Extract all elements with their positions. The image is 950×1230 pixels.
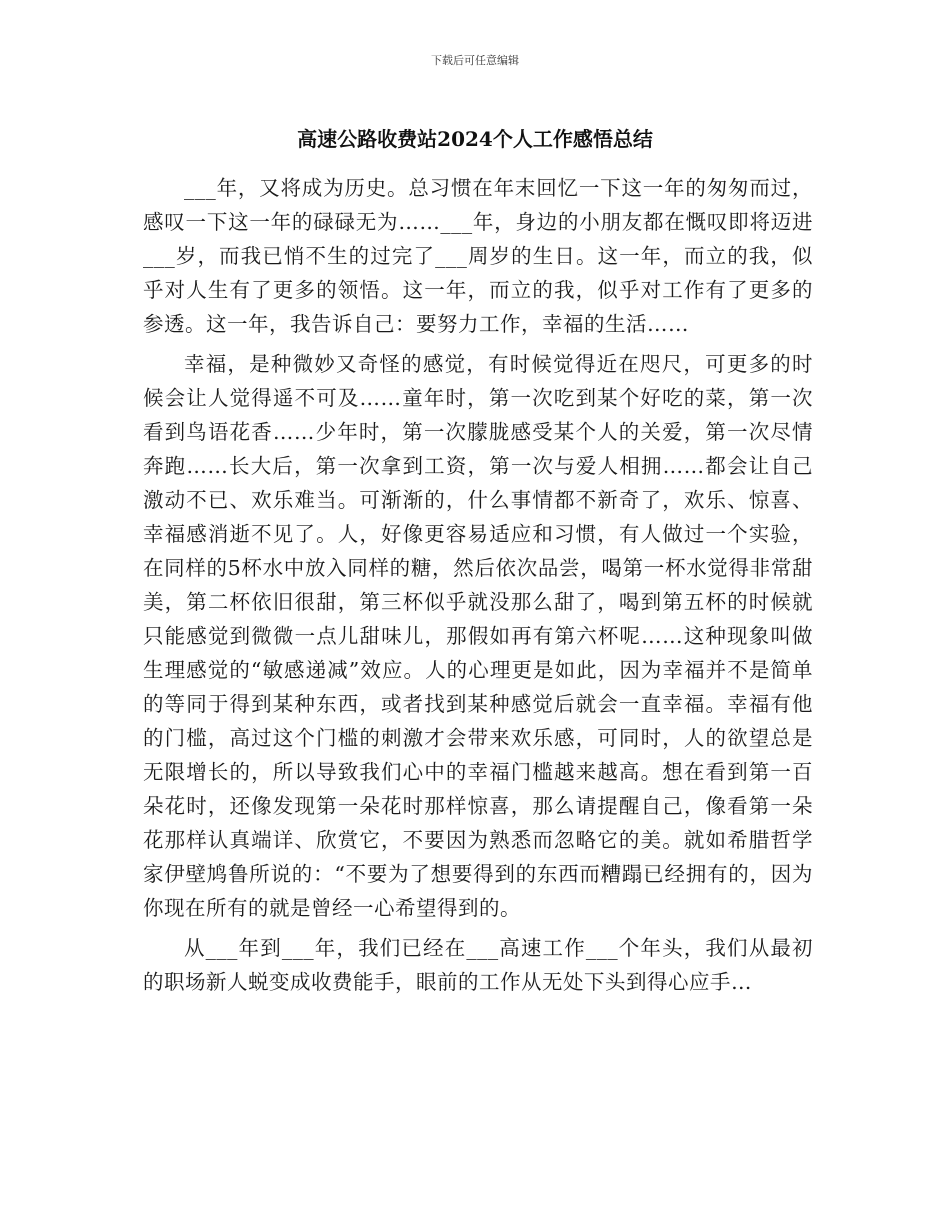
document-body	[143, 171, 813, 1005]
page-header-note: 下载后可任意编辑	[431, 54, 519, 67]
document-title: 高速公路收费站2024个人工作感悟总结	[297, 127, 653, 151]
paragraph-2: 幸福，是种微妙又奇怪的感觉，有时候觉得近在咫尺，可更多的时候会让人觉得遥不可及……童年时，第一次吃到某个好吃的菜，第一次看到鸟语花香……少年时，第一次朦胧感受某个人的关爱，第一次尽情奔跑……长大后，第一次拿到工资，第一次与爱人相拥……都会让自己激动不已、欢乐难当。可渐渐的，什么事情都不新奇了，欢乐、惊喜、幸福感消逝不见了。人，好像更容易适应和习惯，有人做过一个实验，在同样的5杯水中放入同样的糖，然后依次品尝，喝第一杯水觉得非常甜美，第二杯依旧很甜，第三杯似乎就没那么甜了，喝到第五杯的时候就只能感觉到微微一点儿甜味儿，那假如再有第六杯呢……这种现象叫做生理感觉的“敏感递减”效应。人的心理更是如此，因为幸福并不是简单的等同于得到某种东西，或者找到某种感觉后就会一直幸福。幸福有他的门槛，高过这个门槛的刺激才会带来欢乐感，可同时，人的欲望总是无限增长的，所以导致我们心中的幸福门槛越来越高。想在看到第一百朵花时，还像发现第一朵花时那样惊喜，那么请提醒自己，像看第一朵花那样认真端详、欣赏它，不要因为熟悉而忽略它的美。就如希腊哲学家伊壁鸠鲁所说的：“不要为了想要得到的东西而糟蹋已经拥有的，因为你现在所有的就是曾经一心希望得到的。	[143, 352, 813, 920]
paragraph-1: ___年，又将成为历史。总习惯在年末回忆一下这一年的匆匆而过，感叹一下这一年的碌碌无为……___年，身边的小朋友都在慨叹即将迈进___岁，而我已悄不生的过完了___周岁的生日。这一年，而立的我，似乎对人生有了更多的领悟。这一年，而立的我，似乎对工作有了更多的参透。这一年，我告诉自己：要努力工作，幸福的生活……	[143, 176, 813, 336]
paragraph-3: 从___年到___年，我们已经在___高速工作___个年头，我们从最初的职场新人蜕变成收费能手，眼前的工作从无处下头到得心应手…	[143, 936, 813, 994]
